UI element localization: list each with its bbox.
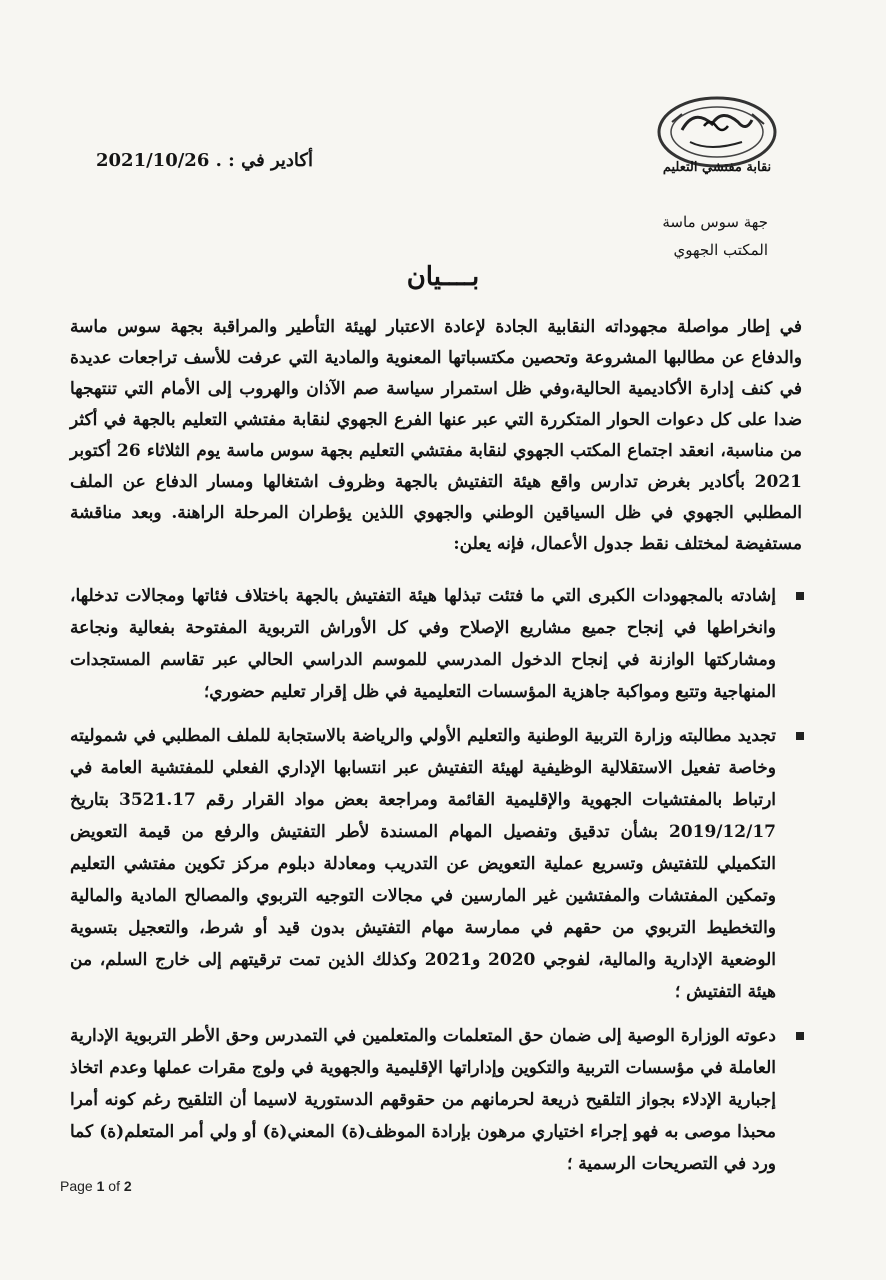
meeting-date: 26 أكتوبر 2021 bbox=[70, 441, 802, 492]
list-item bbox=[70, 580, 806, 708]
point-text: تجديد مطالبته وزارة التربية الوطنية والتعليم الأولي والرياضة بالاستجابة للملف المطلبي في شموليته وخاصة تفعيل الاستقلالية الوظيفية لهيئة التفتيش عبر انتسابها الإداري الفعلي للمفتشية العامة في ارتباط بالمفتشيات الجهوية والإقليمية القائمة ومراجعة بعض مواد القرار رقم bbox=[70, 726, 777, 810]
point-text: دعوته الوزارة الوصية إلى ضمان حق المتعلمات والمتعلمين في التمدرس وحق الأطر التربوية الإدارية العاملة في مؤسسات التربية والتكوين وإداراتها الإقليمية والجهوية في ولوج مقرات عملها وعدم اتخاذ إجبارية الإدلاء بجواز التلقيح ذريعة لحرمانهم من حقوقهم الدستورية لاسيما أن التلقيح رغم كونه أمرا محبذا موصى به فهو إجراء اختياري مرهون بإرادة الموظف(ة) المعني(ة) أو ولي أمر المتعلم(ة) كما ورد في التصريحات الرسمية ؛ bbox=[70, 1026, 776, 1174]
bullet-square-icon bbox=[796, 592, 804, 600]
decision-date: 2019/12/17 bbox=[668, 822, 776, 842]
page-total: 2 bbox=[123, 1178, 132, 1194]
region-name: جهة سوس ماسة bbox=[662, 213, 768, 231]
intro-paragraph bbox=[70, 312, 802, 560]
point-text-cont: بتاريخ bbox=[70, 790, 119, 810]
page-word: Page bbox=[60, 1178, 93, 1194]
list-item bbox=[70, 1020, 806, 1180]
decision-number: 3521.17 bbox=[119, 790, 196, 810]
sender-block bbox=[662, 208, 768, 264]
point-text: إشادته بالمجهودات الكبرى التي ما فتئت تبذلها هيئة التفتيش بالجهة باختلاف فئاتها ومجالات تدخلها، وانخراطها في إنجاح جميع مشاريع الإصلاح وفي كل الأوراش التربوية المفتوحة بفعالية ونجاعة ومشاركتها الوازنة في إنجاح الدخول المدرسي للموسم الدراسي الحالي عبر تقاسم المستجدات المنهاجية وتتبع ومواكبة جاهزية المؤسسات التعليمية في ظل إقرار تعليم حضوري؛ bbox=[70, 586, 776, 702]
intro-text-part2: بأكادير بغرض تدارس واقع هيئة التفتيش بالجهة وظروف اشتغالها ومسار الدفاع عن الملف المطلبي الجهوي في ظل السياقين الوطني والجهوي اللذين يؤطران المرحلة الراهنة. وبعد مناقشة مستفيضة لمختلف نقط جدول الأعمال، فإنه يعلن: bbox=[70, 472, 802, 554]
point-text-end: بشأن تدقيق وتفصيل المهام المسندة لأطر التفتيش والرفع من قيمة التعويض التكميلي للتفتيش وتسريع عملية التعويض عن التدريب ومعادلة دبلوم مركز تكوين مفتشي التعليم وتمكين المفتشات والمفتشين غير المارسين في مجالات التوجيه التربوي والمصالح المادية والمالية والتخطيط التربوي من حقهم في ممارسة مهام التفتيش بدون قيد أو شرط، والتعجيل بتسوية الوضعية الإدارية والمالية، لفوجي 2020 و2021 وكذلك الذين تمت ترقيتهم إلى خارج السلم، من هيئة التفتيش ؛ bbox=[70, 822, 777, 1002]
statement-points bbox=[70, 580, 806, 1192]
bullet-square-icon bbox=[796, 1032, 804, 1040]
page-number: 1 bbox=[96, 1178, 105, 1194]
list-item bbox=[70, 720, 806, 1008]
dateline bbox=[96, 150, 316, 171]
logo-caption: نقابة مفتشي التعليم bbox=[662, 160, 772, 175]
page-footer bbox=[60, 1178, 132, 1194]
bullet-square-icon bbox=[796, 732, 804, 740]
of-word: of bbox=[108, 1178, 120, 1194]
document-title: بــــيان bbox=[406, 262, 480, 292]
office-name: المكتب الجهوي bbox=[673, 241, 768, 259]
date-label: أكادير في : bbox=[228, 150, 313, 171]
intro-text-part1: في إطار مواصلة مجهوداته النقابية الجادة لإعادة الاعتبار لهيئة التأطير والمراقبة بجهة سوس ماسة والدفاع عن مطالبها المشروعة وتحصين مكتسباتها المعنوية والمادية التي عرفت للأسف تراجعات عديدة في كنف إدارة الأكاديمية الحالية،وفي ظل استمرار سياسة صم الآذان والهروب إلى الأمام التي تنتهجها ضدا على كل دعوات الحوار المتكررة التي عبر عنها الفرع الجهوي لنقابة مفتشي التعليم بالجهة في أكثر من مناسبة، انعقد اجتماع المكتب الجهوي لنقابة مفتشي التعليم بجهة سوس ماسة يوم الثلاثاء bbox=[70, 317, 802, 461]
date-value: 2021/10/26 . bbox=[96, 150, 222, 171]
